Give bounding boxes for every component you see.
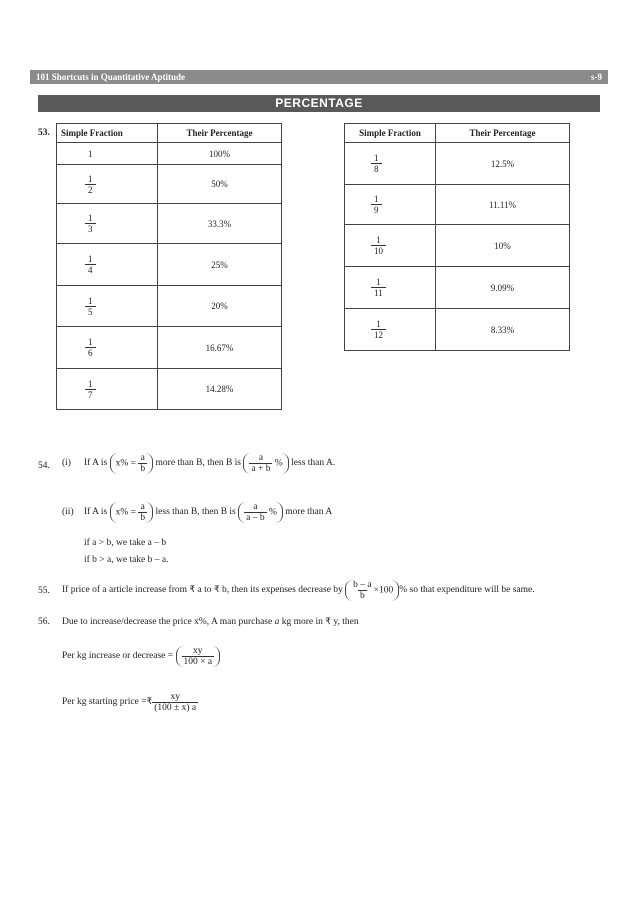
frac-num: a xyxy=(140,452,145,463)
fraction-cell xyxy=(57,286,158,327)
fraction-denominator: 9 xyxy=(371,204,382,215)
fraction-numerator: 1 xyxy=(88,254,93,264)
percentage-cell: 33.3% xyxy=(158,204,282,244)
running-header xyxy=(30,70,608,84)
fraction-denominator: 4 xyxy=(85,264,96,275)
q55-part-1: If price of a article increase from xyxy=(62,585,188,595)
fraction-table-left xyxy=(56,123,282,410)
fraction-denominator: 6 xyxy=(85,347,96,358)
q54-i-label: (i) xyxy=(62,458,71,468)
q54-ii-prefix: If A is xyxy=(84,507,108,517)
page-number: s-9 xyxy=(591,72,602,82)
table-row xyxy=(345,185,570,225)
percentage-cell: 14.28% xyxy=(158,369,282,410)
fraction-cell xyxy=(57,143,158,165)
q54-ii-rhs xyxy=(238,502,283,523)
fraction-cell xyxy=(57,204,158,244)
col-simple-fraction: Simple Fraction xyxy=(345,124,436,143)
frac-den: a – b xyxy=(246,512,265,523)
fraction-cell xyxy=(57,369,158,410)
q54-i-prefix: If A is xyxy=(84,458,108,468)
q56-number: 56. xyxy=(38,617,50,627)
frac-num: a xyxy=(253,501,258,512)
frac-den: b xyxy=(140,512,146,523)
percentage-cell: 12.5% xyxy=(436,143,570,185)
table-row xyxy=(345,225,570,267)
rupee-icon: ₹ xyxy=(146,697,153,707)
q55-number: 55. xyxy=(38,586,50,596)
q55-text xyxy=(62,572,535,608)
table-row xyxy=(57,244,282,286)
q54-ii-lhs xyxy=(110,502,154,523)
table-row xyxy=(345,309,570,351)
frac-den: b xyxy=(360,590,365,601)
fraction-numerator: 1 xyxy=(376,235,381,245)
fraction-numerator: 1 xyxy=(374,194,379,204)
rupee-icon: ₹ xyxy=(189,585,196,595)
col-their-percentage: Their Percentage xyxy=(158,124,282,143)
q56-l1-formula xyxy=(176,646,221,667)
percentage-cell: 100% xyxy=(158,143,282,165)
x-percent-eq: x% = xyxy=(115,458,137,469)
fraction-denominator: 10 xyxy=(371,245,386,256)
table-row xyxy=(57,165,282,204)
rupee-icon: ₹ xyxy=(213,585,220,595)
q54-number: 54. xyxy=(38,461,50,471)
percent-sign: % xyxy=(274,458,283,469)
section-title: PERCENTAGE xyxy=(38,95,600,112)
percentage-cell: 9.09% xyxy=(436,267,570,309)
q56-l2-label: Per kg starting price = xyxy=(62,697,147,707)
fraction-denominator: 7 xyxy=(85,389,96,400)
q55-part-4: so that expenditure will be same. xyxy=(409,585,535,595)
q54-i-end: less than A. xyxy=(291,458,336,468)
fraction-denominator: 2 xyxy=(85,184,96,195)
fraction-cell xyxy=(345,267,436,309)
table-row xyxy=(57,286,282,327)
frac-num: xy xyxy=(170,691,180,702)
fraction-table-right xyxy=(344,123,570,351)
percentage-cell: 50% xyxy=(158,165,282,204)
q54-ii xyxy=(62,494,332,530)
q56-part-1: Due to increase/decrease the price x%, A man purchase xyxy=(62,617,273,627)
q54-ii-mid: less than B, then B is xyxy=(155,507,236,517)
fraction-numerator: 1 xyxy=(88,295,93,306)
fraction-cell xyxy=(345,225,436,267)
q56-text xyxy=(62,617,359,627)
fraction-denominator: 3 xyxy=(85,223,96,234)
percent-sign: % xyxy=(399,585,408,595)
table-row xyxy=(57,204,282,244)
q54-note-2: if b > a, we take b – a. xyxy=(84,555,169,565)
col-simple-fraction: Simple Fraction xyxy=(57,124,158,143)
percentage-cell: 10% xyxy=(436,225,570,267)
frac-den: (100 ± x) a xyxy=(154,702,197,713)
frac-num: a xyxy=(258,452,264,463)
fraction-cell xyxy=(57,327,158,369)
table-row xyxy=(345,267,570,309)
q55-part-3: b, then its expenses decrease by xyxy=(221,585,343,595)
q56-l1-label: Per kg increase or decrease = xyxy=(62,651,174,661)
q56-var-a: a xyxy=(274,617,280,627)
fraction-numerator: 1 xyxy=(88,173,93,184)
frac-den: 100 × a xyxy=(183,656,213,667)
percentage-cell: 16.67% xyxy=(158,327,282,369)
q54-i-lhs xyxy=(110,453,154,474)
book-title: 101 Shortcuts in Quantitative Aptitude xyxy=(36,72,186,82)
fraction-numerator: 1 xyxy=(88,213,93,223)
percentage-cell: 25% xyxy=(158,244,282,286)
percentage-cell: 20% xyxy=(158,286,282,327)
fraction-denominator: 12 xyxy=(371,329,386,340)
fraction-cell xyxy=(57,165,158,204)
q56-part-3: y, then xyxy=(333,617,359,627)
q56-line-2 xyxy=(62,684,198,720)
col-their-percentage: Their Percentage xyxy=(436,124,570,143)
q54-ii-label: (ii) xyxy=(62,507,74,517)
table-row xyxy=(57,327,282,369)
fraction-numerator: 1 xyxy=(376,277,381,287)
rupee-icon: ₹ xyxy=(325,617,332,627)
fraction-numerator: 1 xyxy=(88,337,93,347)
frac-den: a + b xyxy=(251,463,271,474)
q54-note-1: if a > b, we take a – b xyxy=(84,538,167,548)
percent-sign: % xyxy=(268,507,277,518)
q54-i xyxy=(62,445,335,481)
percentage-cell: 8.33% xyxy=(436,309,570,351)
fraction-cell xyxy=(345,185,436,225)
q53-number: 53. xyxy=(38,128,50,138)
q54-ii-end: more than A xyxy=(285,507,333,517)
fraction-cell xyxy=(345,143,436,185)
fraction-numerator: 1 xyxy=(88,378,93,389)
fraction-cell xyxy=(57,244,158,286)
q55-part-2: a to xyxy=(197,585,212,595)
frac-num: xy xyxy=(193,645,203,656)
q56-line-1 xyxy=(62,638,220,674)
q54-i-mid: more than B, then B is xyxy=(155,458,242,468)
frac-den: b xyxy=(140,463,146,474)
fraction-denominator: 5 xyxy=(85,306,96,317)
times-hundred: ×100 xyxy=(373,585,394,596)
percentage-cell: 11.11% xyxy=(436,185,570,225)
fraction-numerator: 1 xyxy=(374,153,379,163)
fraction-numerator: 1 xyxy=(88,148,93,159)
x-percent-eq: x% = xyxy=(115,507,137,518)
q56-part-2: kg more in xyxy=(281,617,323,627)
table-row xyxy=(57,369,282,410)
frac-num: b – a xyxy=(353,579,372,590)
fraction-denominator: 11 xyxy=(371,287,386,298)
fraction-numerator: 1 xyxy=(376,319,381,329)
q55-formula xyxy=(345,580,399,601)
table-row xyxy=(57,143,282,165)
q54-i-rhs xyxy=(243,453,288,474)
fraction-cell xyxy=(345,309,436,351)
table-row xyxy=(345,143,570,185)
fraction-denominator: 8 xyxy=(371,163,382,174)
frac-num: a xyxy=(140,501,145,512)
